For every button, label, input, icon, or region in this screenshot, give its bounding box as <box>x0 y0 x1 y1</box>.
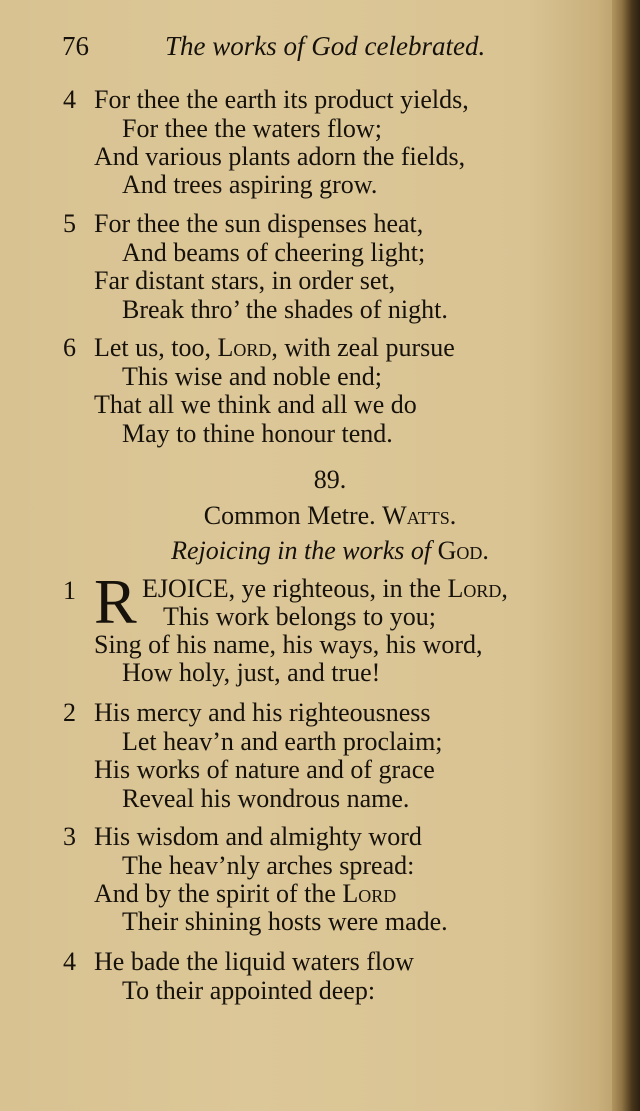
stanza-number: 3 <box>63 822 76 851</box>
verse-line: His mercy and his righteousness <box>94 698 431 727</box>
verse-line: How holy, just, and true! <box>122 658 381 687</box>
verse-line: May to thine honour tend. <box>122 419 393 448</box>
stanza-number: 4 <box>63 85 76 114</box>
verse-line <box>94 335 455 361</box>
verse-text: And by the spirit of the <box>94 879 336 908</box>
verse-line: His wisdom and almighty word <box>94 822 422 851</box>
lord-small-caps: Lord <box>217 333 272 362</box>
verse-line: He bade the liquid waters flow <box>94 947 414 976</box>
verse-line: Reveal his wondrous name. <box>122 784 410 813</box>
verse-line: And trees aspiring grow. <box>122 170 378 199</box>
lord-small-caps: Lord <box>342 879 397 908</box>
hymn-title <box>0 538 640 564</box>
verse-line: For thee the earth its product yields, <box>94 85 469 114</box>
stanza-number: 4 <box>63 947 76 976</box>
verse-line: His works of nature and of grace <box>94 755 435 784</box>
verse-line <box>94 881 396 907</box>
stanza-number: 5 <box>63 209 76 238</box>
stanza-number: 6 <box>63 333 76 362</box>
running-header <box>62 31 502 71</box>
drop-cap: R <box>94 566 137 637</box>
verse-line: Their shining hosts were made. <box>122 907 448 936</box>
verse-line: Let heav’n and earth proclaim; <box>122 727 443 756</box>
hymn-metre-author <box>0 503 640 529</box>
verse-line: And beams of cheering light; <box>122 238 426 267</box>
verse-line: The heav’nly arches spread: <box>122 851 415 880</box>
hymn-metre: Common Metre. <box>203 501 376 530</box>
verse-line: For thee the sun dispenses heat, <box>94 209 424 238</box>
verse-line: Far distant stars, in order set, <box>94 266 396 295</box>
hymn-title-god: God. <box>437 536 489 565</box>
running-title: The works of God celebrated. <box>165 31 486 61</box>
hymn-author: Watts. <box>382 501 457 530</box>
lord-small-caps: Lord, <box>447 574 508 603</box>
verse-line: This wise and noble end; <box>122 362 382 391</box>
verse-line: And various plants adorn the fields, <box>94 142 466 171</box>
verse-line: To their appointed deep: <box>122 976 376 1005</box>
verse-text: , with zeal pursue <box>271 333 455 362</box>
verse-line: Sing of his name, his ways, his word, <box>94 630 483 659</box>
page-number: 76 <box>62 31 89 61</box>
hymn-number: 89. <box>313 465 347 494</box>
hymn-title-text: Rejoicing in the works of <box>171 536 432 565</box>
verse-line: For thee the waters flow; <box>122 114 382 143</box>
verse-text: Let us, too, <box>94 333 211 362</box>
verse-text: EJOICE, ye righteous, in the <box>142 574 441 603</box>
stanza-number: 1 <box>63 576 76 605</box>
verse-line: That all we think and all we do <box>94 390 417 419</box>
verse-line: Break thro’ the shades of night. <box>122 295 448 324</box>
verse-line <box>142 576 508 602</box>
verse-line: This work belongs to you; <box>163 602 436 631</box>
stanza-number: 2 <box>63 698 76 727</box>
